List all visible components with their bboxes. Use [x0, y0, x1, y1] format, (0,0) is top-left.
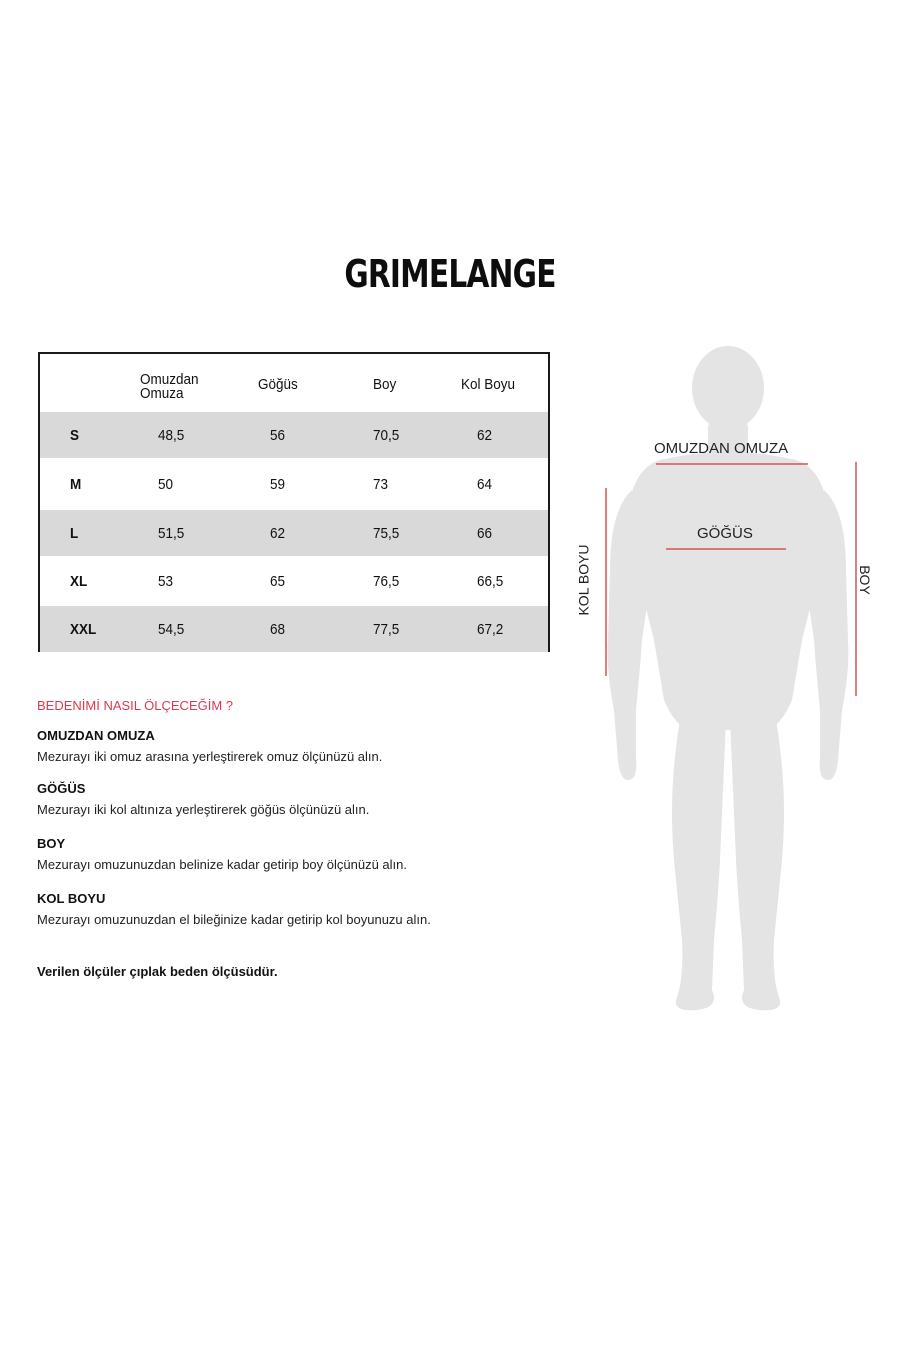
table-cell: 53	[158, 573, 174, 590]
table-cell: 66,5	[477, 573, 504, 590]
table-cell: 64	[477, 476, 493, 493]
header-omuzdan-line1: Omuzdan	[140, 371, 199, 388]
help-item-omuzdan-omuza	[37, 728, 382, 764]
header-omuzdan-line2: Omuza	[140, 385, 184, 402]
size-label: XL	[70, 573, 88, 590]
header-gogus: Göğüs	[258, 376, 298, 393]
table-cell: 65	[270, 573, 286, 590]
table-header-row	[40, 354, 548, 412]
help-item-kol-boyu	[37, 891, 431, 927]
help-item-boy	[37, 836, 407, 872]
help-text: Mezurayı iki omuz arasına yerleştirerek omuz ölçünüzü alın.	[37, 749, 383, 764]
help-head: OMUZDAN OMUZA	[37, 728, 155, 743]
table-row	[40, 510, 548, 556]
size-label: S	[70, 427, 80, 444]
table-cell: 62	[270, 525, 286, 542]
size-table	[38, 352, 550, 652]
table-cell: 54,5	[158, 621, 185, 638]
help-title: BEDENİMİ NASIL ÖLÇECEĞİM ?	[37, 698, 234, 713]
table-cell: 59	[270, 476, 286, 493]
help-head: BOY	[37, 836, 66, 851]
header-omuzdan-omuza	[140, 373, 199, 401]
help-item-gogus	[37, 781, 369, 817]
table-cell: 51,5	[158, 525, 185, 542]
table-row	[40, 606, 548, 652]
table-cell: 75,5	[373, 525, 400, 542]
table-cell: 70,5	[373, 427, 400, 444]
chest-label: GÖĞÜS	[697, 525, 753, 542]
table-cell: 66	[477, 525, 493, 542]
table-cell: 67,2	[477, 621, 504, 638]
help-text: Mezurayı omuzunuzdan el bileğinize kadar getirip kol boyunuzu alın.	[37, 912, 431, 927]
size-label: M	[70, 476, 82, 493]
table-cell: 48,5	[158, 427, 185, 444]
table-cell: 50	[158, 476, 174, 493]
help-text: Mezurayı iki kol altınıza yerleştirerek göğüs ölçünüzü alın.	[37, 802, 370, 817]
table-row	[40, 461, 548, 507]
table-cell: 68	[270, 621, 286, 638]
length-label: BOY	[856, 565, 873, 595]
measurement-note: Verilen ölçüler çıplak beden ölçüsüdür.	[37, 964, 278, 979]
table-cell: 77,5	[373, 621, 400, 638]
brand-title: GRIMELANGE	[344, 252, 556, 296]
table-cell: 62	[477, 427, 493, 444]
shoulder-label: OMUZDAN OMUZA	[654, 440, 789, 457]
help-head: GÖĞÜS	[37, 781, 86, 796]
help-text: Mezurayı omuzunuzdan belinize kadar getirip boy ölçünüzü alın.	[37, 857, 407, 872]
table-cell: 56	[270, 427, 286, 444]
sleeve-label: KOL BOYU	[575, 544, 592, 616]
size-label: L	[70, 525, 79, 542]
header-boy: Boy	[373, 376, 397, 393]
help-head: KOL BOYU	[37, 891, 106, 906]
header-kol-boyu: Kol Boyu	[461, 376, 516, 393]
body-figure	[570, 340, 900, 1030]
table-cell: 76,5	[373, 573, 400, 590]
table-row	[40, 412, 548, 458]
size-label: XXL	[70, 621, 97, 638]
table-cell: 73	[373, 476, 389, 493]
table-row	[40, 558, 548, 604]
